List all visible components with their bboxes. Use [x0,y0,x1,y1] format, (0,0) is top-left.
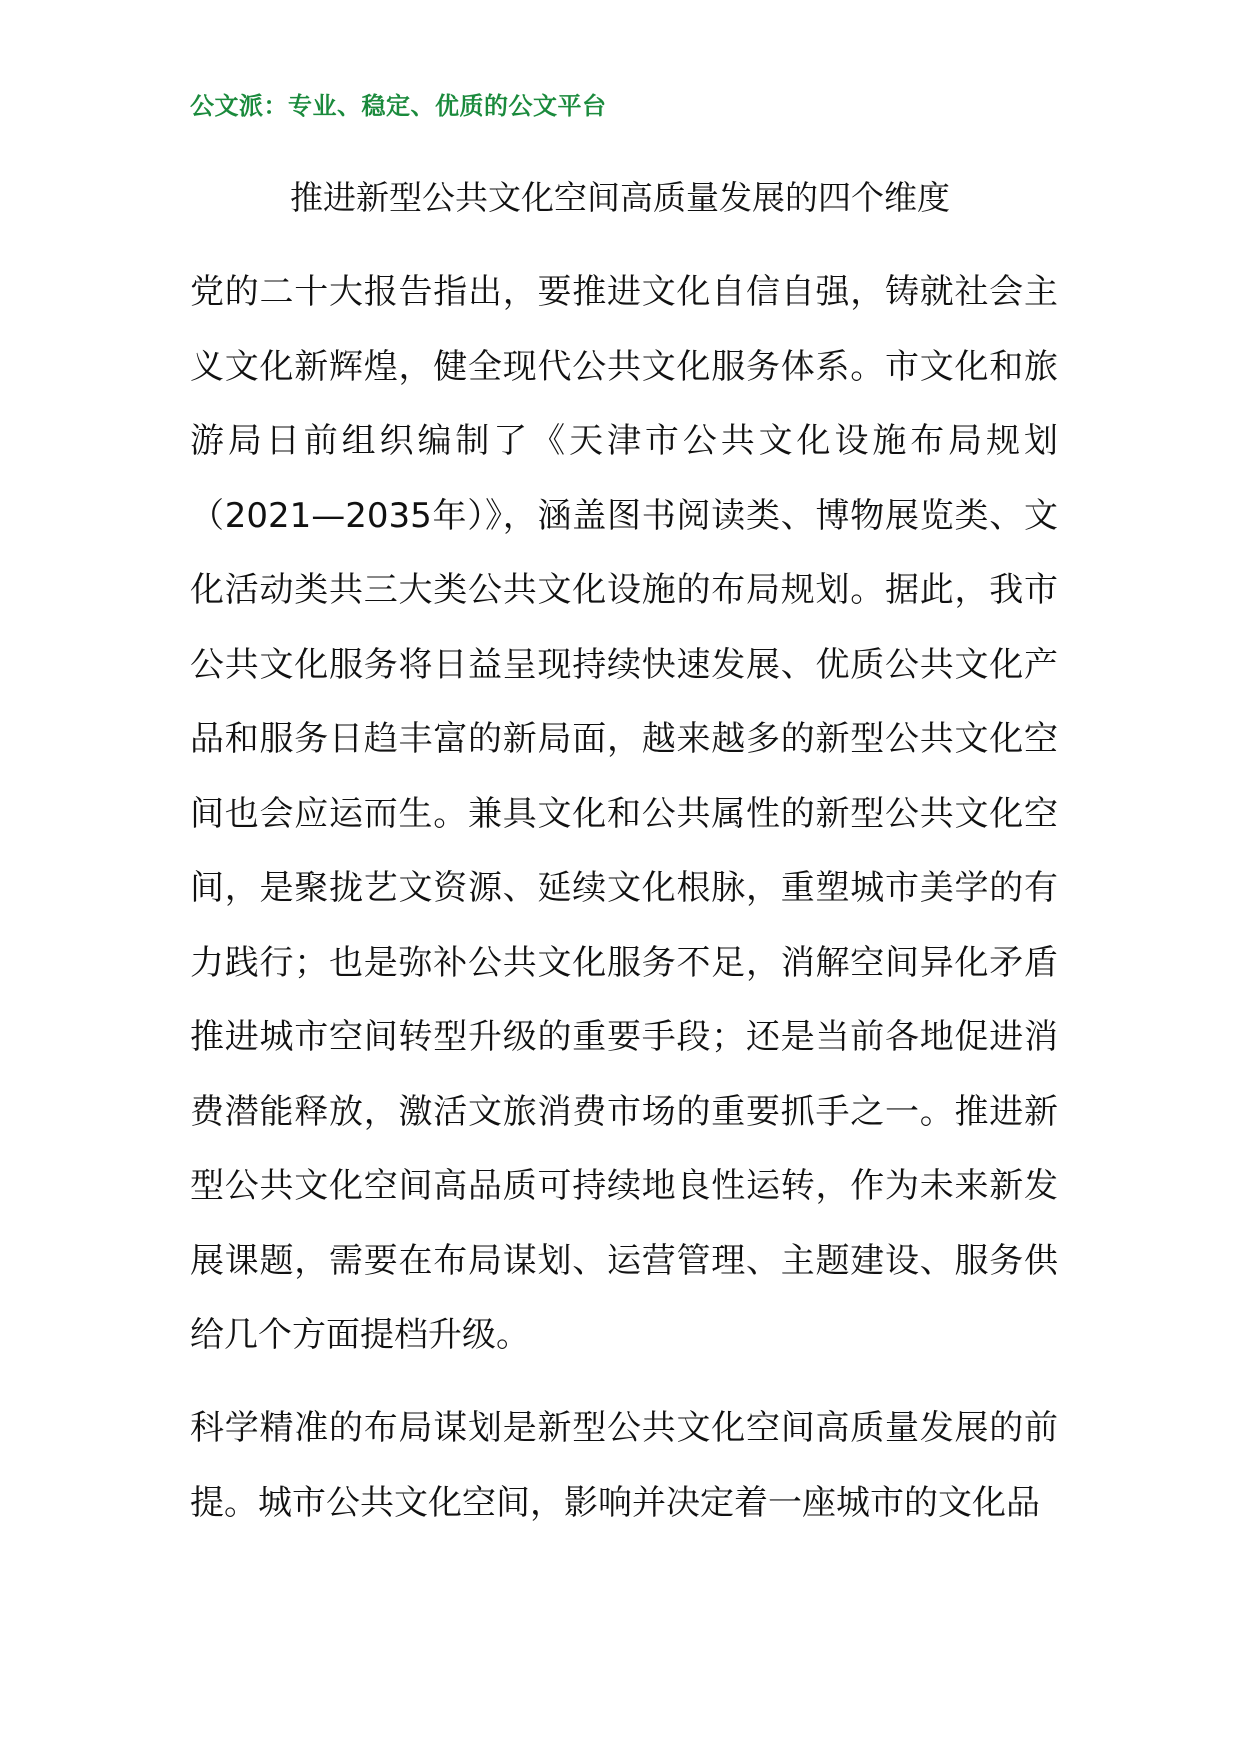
body-paragraph-2: 科学精准的布局谋划是新型公共文化空间高质量发展的前提。城市公共文化空间，影响并决定着一座城市的文化品 [190,1408,1058,1523]
body-paragraph-1: 党的二十大报告指出，要推进文化自信自强，铸就社会主义文化新辉煌，健全现代公共文化服务体系。市文化和旅游局日前组织编制了《天津市公共文化设施布局规划（2021—2035年）》，涵盖图书阅读类、博物展览类、文化活动类共三大类公共文化设施的布局规划。据此，我市公共文化服务将日益呈现持续快速发展、优质公共文化产品和服务日趋丰富的新局面，越来越多的新型公共文化空间也会应运而生。兼具文化和公共属性的新型公共文化空间，是聚拢艺文资源、延续文化根脉，重塑城市美学的有力践行；也是弥补公共文化服务不足，消解空间异化矛盾推进城市空间转型升级的重要手段；还是当前各地促进消费潜能释放，激活文旅消费市场的重要抓手之一。推进新型公共文化空间高品质可持续地良性运转，作为未来新发展课题，需要在布局谋划、运营管理、主题建设、服务供给几个方面提档升级。 [190,272,1058,1355]
header-brand-text: 公文派：专业、稳定、优质的公文平台 [190,91,607,120]
document-title: 推进新型公共文化空间高质量发展的四个维度 [290,178,950,217]
